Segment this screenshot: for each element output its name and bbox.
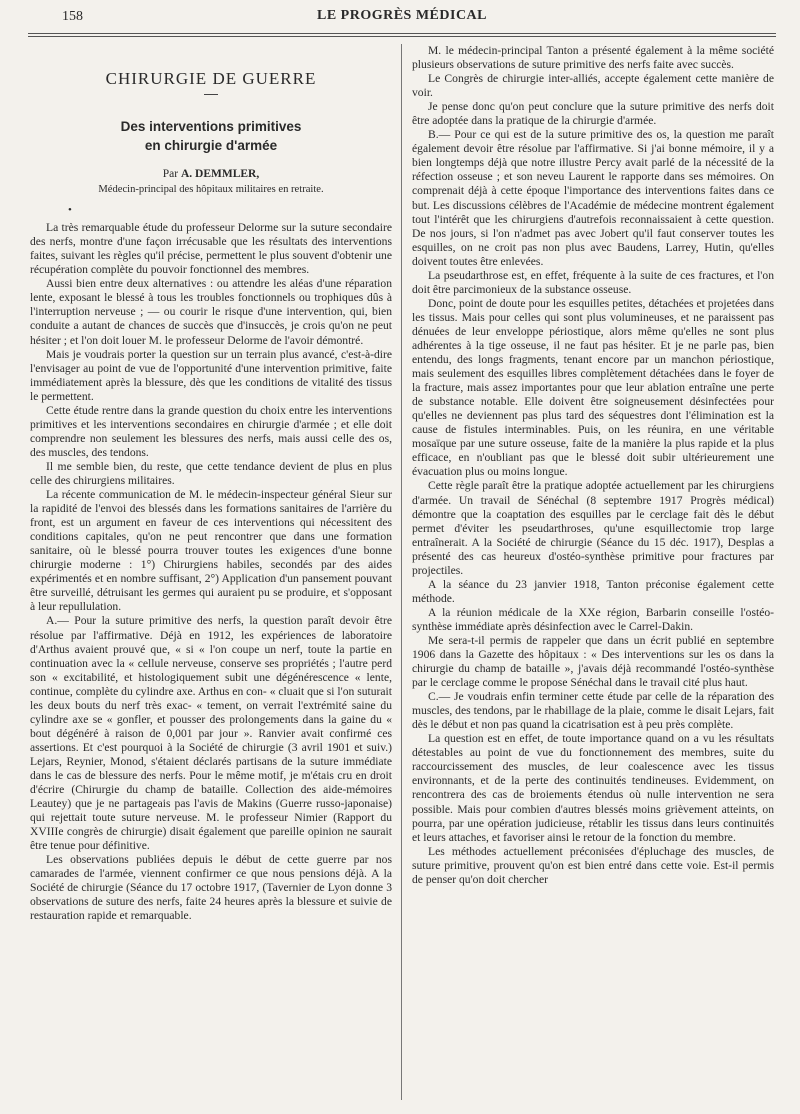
left-column bbox=[30, 44, 401, 1100]
paragraph: Le Congrès de chirurgie inter-alliés, accepte également cette manière de voir. bbox=[412, 72, 774, 100]
left-column-text bbox=[30, 221, 392, 923]
author-name: A. DEMMLER, bbox=[180, 168, 260, 181]
page-header bbox=[28, 0, 776, 36]
right-column bbox=[401, 44, 774, 1100]
page-number: 158 bbox=[62, 9, 83, 24]
article-title-line-2: en chirurgie d'armée bbox=[144, 138, 278, 154]
paragraph: A.— Pour la suture primitive des nerfs, la question paraît devoir être résolue par l'affirmative. Déjà en 1912, les expériences de laboratoire d'Arthus avaient prouvé que, « si « l'on coupe un nerf, toute la partie en continuation avec la « cellule nerveuse, conserve ses propriétés ; l'autre perd son « excitabilité, et histologiquement subit une dégénérescence « lente, continue, complète du cylindre axe. Arthus en con- « cluait que si l'on suturait les deux bouts du nerf très exac- « tement, on verrait l'extrémité saine du cylindre axe se « gonfler, et pousser des prolongements dans la gaine du « bout dégénéré à raison de 0,001 par jour ». Ranvier avait confirmé ces assertions. Et c'est pourquoi à la Société de chirurgie (3 avril 1901 et suiv.) Lejars, Reynier, Monod, s'étaient déclarés partisans de la suture immédiate dans le cas de blessure des nerfs. Pour le même motif, je m'étais cru en droit d'écrire (Chirurgie du champ de bataille. Collection des aide-mémoires Leautey) que je ne partageais pas l'avis de Makins (Guerre russo-japonaise) qui rejettait toute suture nerveuse. M. le professeur Nimier (Rapport du XVIIIe congrès de chirurgie) disait également que pareille opinion ne saurait être tenue pour définitive. bbox=[30, 614, 392, 853]
byline bbox=[30, 167, 392, 181]
paragraph: La pseudarthrose est, en effet, fréquente à la suite de ces fractures, et l'on doit être parcimonieux de la substance osseuse. bbox=[412, 268, 774, 296]
header-rule bbox=[28, 33, 776, 37]
paragraph: Cette règle paraît être la pratique adoptée actuellement par les chirurgiens d'armée. Un travail de Sénéchal (8 septembre 1917 Progrès médical) démontre que la coaptation des esquilles par le cerclage fait dès le début permet d'éviter les pseudarthroses, qu'une esquillectomie trop large entraînerait. A la Société de chirurgie (Séance du 15 déc. 1917), Desplas a présenté des cas heureux d'ostéo-synthèse primitive pour fractures par projectiles. bbox=[412, 479, 774, 577]
paragraph: Mais je voudrais porter la question sur un terrain plus avancé, c'est-à-dire l'envisager au point de vue de l'opportunité d'une intervention primitive, faite immédiatement après la blessure, dès que les conditions de vitalité des tissus le permettent. bbox=[30, 347, 392, 403]
paragraph: La très remarquable étude du professeur Delorme sur la suture secondaire des nerfs, montre d'une façon irrécusable que les résultats des interventions faites, suivant les règles qu'il précise, permettent le plus souvent d'obtenir une récupération complète du pouvoir fonctionnel des membres. bbox=[30, 221, 392, 277]
paragraph: A la séance du 23 janvier 1918, Tanton préconise également cette méthode. bbox=[412, 577, 774, 605]
journal-title: LE PROGRÈS MÉDICAL bbox=[316, 8, 488, 23]
paragraph: La récente communication de M. le médecin-inspecteur général Sieur sur la rapidité de l'envoi des blessés dans les formations sanitaires de l'arrière du front, est un argument en faveur de ces interventions qui nécessitent des conditions capitales, qu'on ne peut rencontrer que dans une formation sanitaire, où le blessé pourra trouver toutes les exigences d'une bonne chirurgie moderne : 1°) Chirurgiens habiles, secondés par des aides expérimentés et en nombre suffisant, 2°) Application d'un pansement pouvant être surveillé, détruisant les germes qui auraient pu se produire, et s'opposant à leur repullulation. bbox=[30, 488, 392, 614]
title-divider bbox=[204, 94, 218, 95]
paragraph: Cette étude rentre dans la grande question du choix entre les interventions primitives et les interventions secondaires en chirurgie d'armée ; et elle doit comprendre non seulement les blessures des nerfs, mais aussi celle des os, des muscles, des tendons. bbox=[30, 403, 392, 459]
paragraph: Donc, point de doute pour les esquilles petites, détachées et projetées dans les tissus. Mais pour celles qui sont plus volumineuses, et ne paraissent pas dénuées de leur enveloppe périostique, alors même qu'elles ne sont plus adhérentes à la tige osseuse, il ne faut pas hésiter. Et je ne parle pas, bien entendu, des longs fragments, tenant encore par un manchon périostique, mais seulement des esquilles libres complètement détachées dans le foyer de la fracture, mais assez importantes pour que leur ablation entraîne une perte de substance notable. Elle doivent être soigneusement désinfectées pour qu'elles ne deviennent pas plus tard des séquestres dont l'élimination est la cause de fistules interminables. Puis, on les réunira, en une véritable mosaïque par une suture osseuse, faite de la manière la plus rapide et la plus efficace, en n'oubliant pas que le blessé doit subir ultérieurement une évacuation plus ou moins longue. bbox=[412, 296, 774, 479]
paragraph: B.— Pour ce qui est de la suture primitive des os, la question me paraît également devoir être résolue par l'affirmative. Si j'ai bonne mémoire, il y a bien longtemps déjà que notre illustre Percy avait parlé de la nécessité de la réfection osseuse ; et son neveu Laurent le rapporte dans ses mémoires. On comprenait déjà à cette époque l'importance des interventions faites dans ce but. Les discussions célèbres de l'Académie de médecine montrent également tout l'intérêt que les chirurgiens d'autrefois reconnaissaient à cette question. De nos jours, si l'on n'admet pas avec Jobert qu'il faut conserver toutes les esquilles, on ne croit pas non plus avec Baudens, Larrey, Hutin, qu'elles doivent toutes être enlevées. bbox=[412, 128, 774, 268]
author-affiliation: Médecin-principal des hôpitaux militaires en retraite. bbox=[98, 184, 324, 196]
article-title bbox=[30, 117, 392, 155]
article-title-line-1: Des interventions primitives bbox=[120, 119, 302, 135]
two-column-body bbox=[30, 44, 774, 1100]
ornament-dot: • bbox=[68, 204, 72, 217]
paragraph: M. le médecin-principal Tanton a présenté également à la même société plusieurs observations de suture primitive des nerfs faite avec succès. bbox=[412, 44, 774, 72]
paragraph: A la réunion médicale de la XXe région, Barbarin conseille l'ostéo-synthèse immédiate après désinfection avec le Carrel-Dakin. bbox=[412, 605, 774, 633]
byline-prefix: Par bbox=[162, 168, 179, 181]
right-column-text bbox=[412, 44, 774, 887]
paragraph: Aussi bien entre deux alternatives : ou attendre les aléas d'une réparation lente, exposant le blessé à tous les troubles fonctionnels ou trophiques dûs à l'interruption nerveuse ; — ou courir le risque d'une intervention, qui, bien conduite a autant de chances de succès que d'insuccès, je crois qu'on ne peut hésiter ; et l'on doit louer M. le professeur Delorme de l'avoir démontré. bbox=[30, 277, 392, 347]
paragraph: C.— Je voudrais enfin terminer cette étude par celle de la réparation des muscles, des tendons, par le rhabillage de la plaie, comme le disait Lejars, fait dès le début et non pas quand la cicatrisation est à peu près complète. bbox=[412, 690, 774, 732]
paragraph: Je pense donc qu'on peut conclure que la suture primitive des nerfs doit être adoptée dans la pratique de la chirurgie d'armée. bbox=[412, 100, 774, 128]
paragraph: La question est en effet, de toute importance quand on a vu les résultats détestables au point de vue du fonctionnement des membres, suite du raccourcissement des muscles, de leur coalescence avec les tissus environnants, et de la perte des continuités tendineuses. Evidemment, on rencontrera des cas de broiements étendus où nulle intervention ne sera possible. Mais pour combien d'autres blessés moins grièvement atteints, on pourra, par une opération judicieuse, rétablir les tissus dans leurs continuités et leurs attaches, et favoriser ainsi le retour de la fonction du membre. bbox=[412, 732, 774, 844]
paragraph: Il me semble bien, du reste, que cette tendance devient de plus en plus celle des chirurgiens militaires. bbox=[30, 459, 392, 487]
section-title: CHIRURGIE DE GUERRE bbox=[105, 69, 317, 88]
paragraph: Les méthodes actuellement préconisées d'épluchage des muscles, de suture primitive, prouvent qu'on est bien entré dans cette voie. Est-il permis de penser qu'on doit chercher bbox=[412, 844, 774, 886]
paragraph: Les observations publiées depuis le début de cette guerre par nos camarades de l'armée, viennent confirmer ce que nous pensions déjà. A la Société de chirurgie (Séance du 17 octobre 1917, (Tavernier de Lyon donne 3 observations de suture des nerfs, faite 24 heures après la blessure et suivie de restauration rapide et remarquable. bbox=[30, 853, 392, 923]
paragraph: Me sera-t-il permis de rappeler que dans un écrit publié en septembre 1906 dans la Gazette des hôpitaux : « Des interventions sur les os dans la chirurgie du champ de bataille », j'avais déjà recommandé l'ostéo-synthèse par le cerclage comme le propose Sénéchal dans le travail cité plus haut. bbox=[412, 633, 774, 690]
